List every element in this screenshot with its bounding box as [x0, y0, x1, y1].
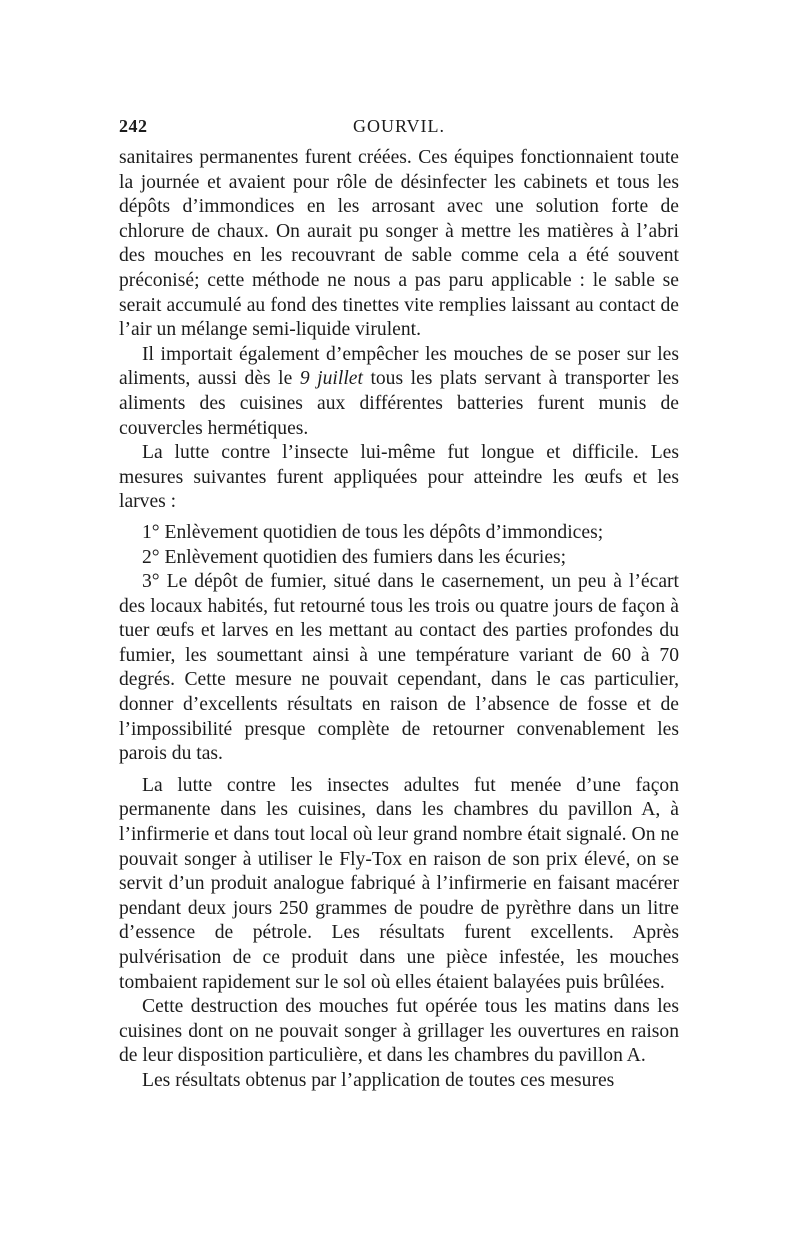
- list-item-2: 2° Enlèvement quotidien des fumiers dans les écuries;: [142, 546, 567, 568]
- paragraph-sanitation-teams: sanitaires permanentes furent créées. Ces équipes fonctionnaient toute la journée et avaient pour rôle de désinfecter les cabinets et tous les dépôts d’immondices en les arrosant avec une solution forte de chlorure de chaux. On aurait pu songer à mettre les matières à l’abri des mouches en les recouvrant de sable comme cela a été souvent préconisé; cette méthode ne nous a pas paru applicable : le sable se serait accumulé au fond des tinettes vite remplies laissant au contact de l’air un mélange semi-liquide virulent.: [119, 147, 679, 341]
- page-header: [119, 116, 679, 142]
- date-text: 9 juillet: [299, 368, 363, 390]
- book-page: [119, 116, 679, 1094]
- page-number: 242: [119, 116, 148, 136]
- paragraph-destruction: Cette destruction des mouches fut opérée tous les matins dans les cuisines dont on ne pouvait songer à grillager les ouvertures en raison de leur disposition particulière, et dans les chambres du pavillon A.: [119, 996, 679, 1067]
- paragraph-adult-insects: La lutte contre les insectes adultes fut menée d’une façon permanente dans les cuisines, dans les chambres du pavillon A, à l’infirmerie et dans tout local où leur grand nombre était signalé. On ne pouvait songer à utiliser le Fly-Tox en raison de son prix élevé, on se servit d’un produit analogue fabriqué à l’infirmerie en faisant macérer pendant deux jours 250 grammes de poudre de pyrèthre dans un litre d’essence de pétrole. Les résultats furent excellents. Après pulvérisation de ce produit dans une pièce infestée, les mouches tombaient rapidement sur le sol où elles étaient balayées puis brûlées.: [119, 774, 679, 993]
- paragraph-insect-control: La lutte contre l’insecte lui-même fut longue et difficile. Les mesures suivantes furent appliquées pour atteindre les œufs et les larves :: [119, 442, 679, 513]
- list-item-3: 3° Le dépôt de fumier, situé dans le casernement, un peu à l’écart des locaux habités, fut retourné tous les trois ou quatre jours de façon à tuer œufs et larves en les mettant au contact des parties profondes du fumier, les soumettant ainsi à une température variant de 60 à 70 degrés. Cette mesure ne pouvait cependant, dans le cas particulier, donner d’excellents résultats en raison de l’absence de fosse et de l’impossibilité presque complète de retourner convenablement les parois du tas.: [119, 571, 679, 765]
- paragraph-text: tous les plats servant à transporter les aliments des cuisines aux différentes batteries furent munis de couvercles hermétiques.: [119, 368, 679, 439]
- paragraph-results: Les résultats obtenus par l’application de toutes ces mesures: [142, 1069, 615, 1091]
- running-title: GOURVIL.: [352, 116, 446, 136]
- paragraph-food-protection: [119, 343, 679, 441]
- paragraph-text: Il importait également d’empêcher les mouches de se poser sur les aliments, aussi dès le: [119, 343, 679, 390]
- list-item-1: 1° Enlèvement quotidien de tous les dépôts d’immondices;: [142, 521, 604, 543]
- body-text: [119, 146, 679, 1094]
